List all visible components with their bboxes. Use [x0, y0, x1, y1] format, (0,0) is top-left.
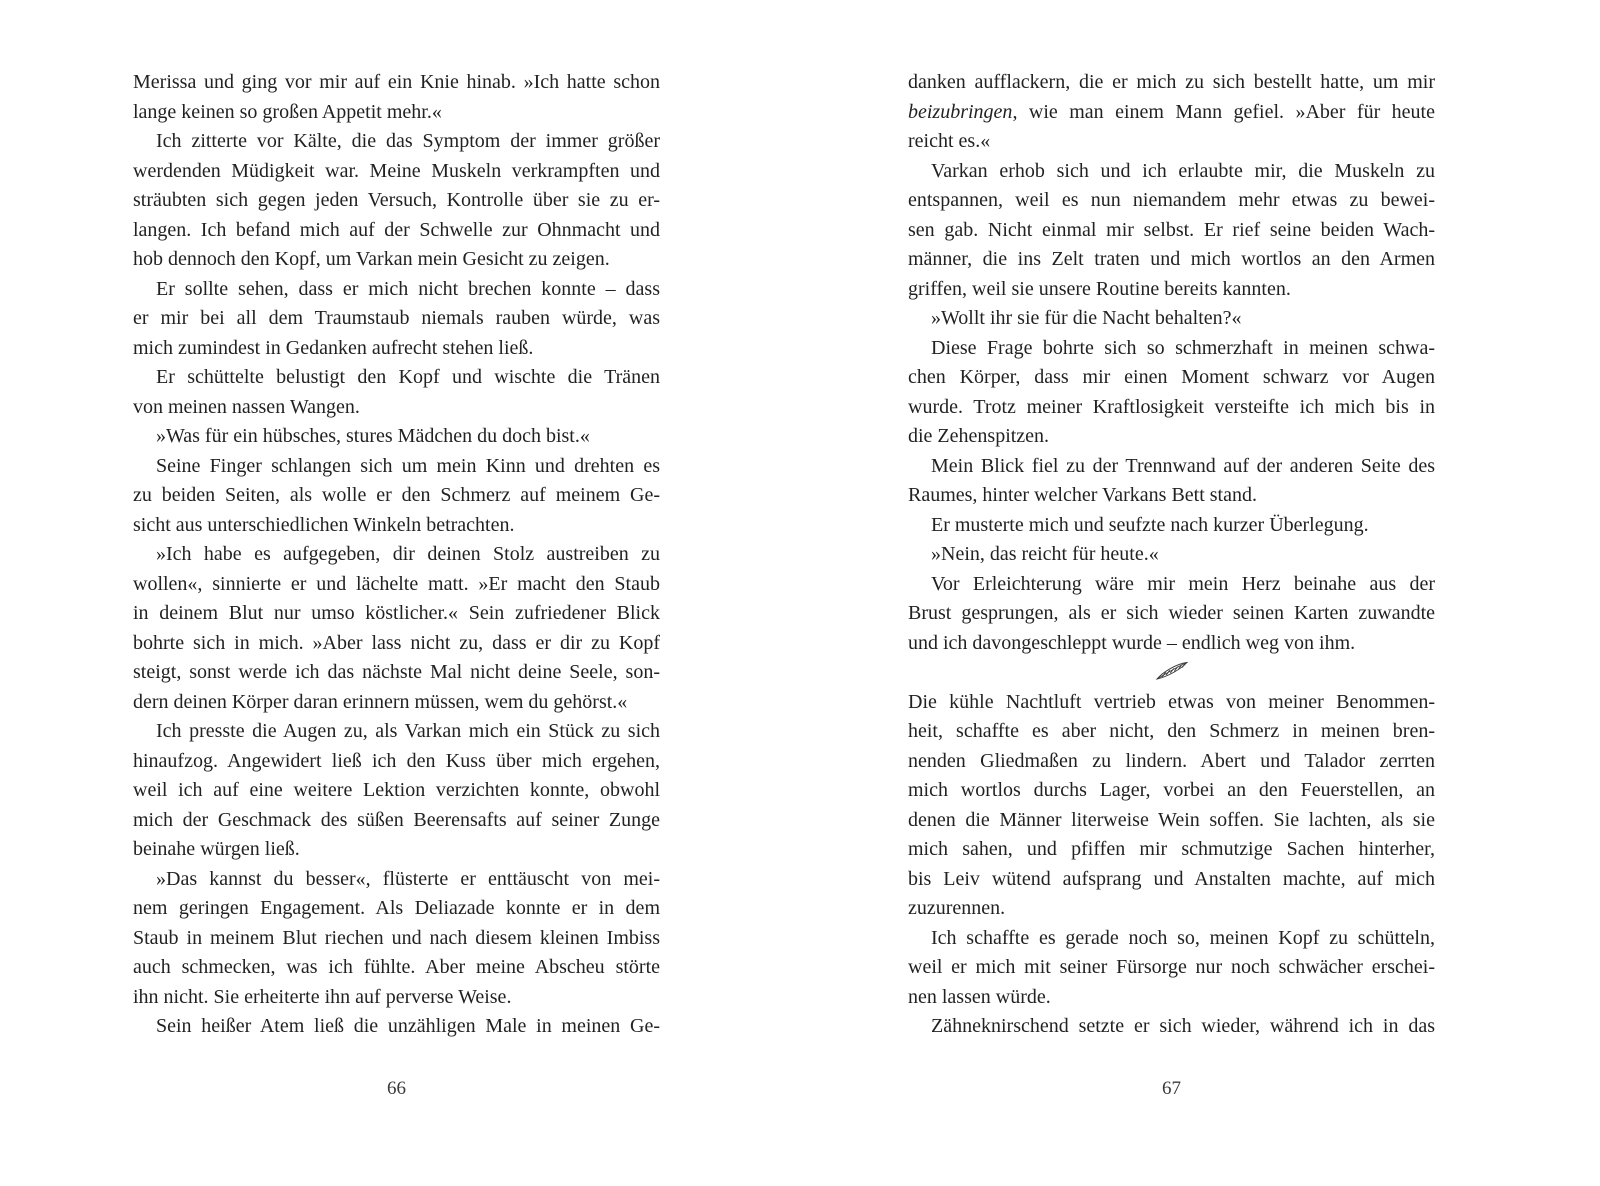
text-line: Die kühle Nachtluft vertrieb etwas von meiner Benommen- — [908, 690, 1435, 713]
left-page-text-block — [133, 68, 660, 1042]
text-line: von meinen nassen Wangen. — [133, 395, 360, 418]
text-line: reicht es.« — [908, 130, 991, 152]
text-line: Seine Finger schlangen sich um mein Kinn und drehten es — [156, 454, 660, 477]
text-line: Brust gesprungen, als er sich wieder seinen Karten zuwandte — [908, 602, 1435, 624]
text-line: mich der Geschmack des süßen Beerensafts auf seiner Zunge — [133, 808, 660, 831]
text-line: mich sahen, und pfiffen mir schmutzige Sachen hinterher, — [908, 838, 1435, 860]
text-line: bis Leiv wütend aufsprang und Anstalten machte, auf mich — [908, 867, 1435, 890]
text-line: sicht aus unterschiedlichen Winkeln betrachten. — [133, 513, 515, 536]
text-line: lange keinen so großen Appetit mehr.« — [133, 100, 442, 123]
text-line: »Nein, das reicht für heute.« — [931, 543, 1159, 565]
text-line: Er musterte mich und seufzte nach kurzer Überlegung. — [931, 513, 1369, 536]
text-line: Er sollte sehen, dass er mich nicht brechen konnte – dass — [156, 277, 660, 300]
text-line: »Was für ein hübsches, stures Mädchen du doch bist.« — [156, 425, 590, 447]
text-line: zuzurennen. — [908, 897, 1006, 919]
text-line: weil ich auf eine weitere Lektion verzichten konnte, obwohl — [133, 779, 660, 801]
text-line: entspannen, weil es nun niemandem mehr etwas zu bewei- — [908, 189, 1435, 211]
text-line: Ich schaffte es gerade noch so, meinen Kopf zu schütteln, — [931, 926, 1435, 949]
text-line: Ich zitterte vor Kälte, die das Symptom der immer größer — [156, 130, 660, 152]
text-line: mich wortlos durchs Lager, vorbei an den Feuerstellen, an — [908, 779, 1435, 801]
page-number-right: 67 — [1162, 1078, 1181, 1099]
text-line: mich zumindest in Gedanken aufrecht stehen ließ. — [133, 336, 534, 359]
text-line: die Zehenspitzen. — [908, 425, 1050, 447]
text-line: nen lassen würde. — [908, 985, 1051, 1008]
text-line: nenden Gliedmaßen zu lindern. Abert und Talador zerrten — [908, 749, 1435, 772]
text-line: männer, die ins Zelt traten und mich wortlos an den Armen — [908, 248, 1435, 270]
text-line: Sein heißer Atem ließ die unzähligen Male in meinen Ge- — [156, 1015, 660, 1037]
right-page-text-block — [908, 68, 1435, 1042]
text-line: heit, schaffte es aber nicht, den Schmerz in meinen bren- — [908, 720, 1435, 742]
text-line: ihn nicht. Sie erheiterte ihn auf perverse Weise. — [133, 985, 512, 1008]
text-line: werdenden Müdigkeit war. Meine Muskeln verkrampften und — [133, 159, 660, 182]
text-line: Mein Blick fiel zu der Trennwand auf der anderen Seite des — [931, 454, 1435, 477]
text-line: denen die Männer literweise Wein soffen. Sie lachten, als sie — [908, 808, 1435, 831]
feather-ornament-icon — [1154, 660, 1190, 682]
text-line: Zähneknirschend setzte er sich wieder, während ich in das — [931, 1015, 1435, 1037]
text-line: Staub in meinem Blut riechen und nach diesem kleinen Imbiss — [133, 926, 660, 949]
page-number-left: 66 — [387, 1078, 406, 1099]
text-line: in deinem Blut nur umso köstlicher.« Sein zufriedener Blick — [133, 602, 660, 624]
text-line: Raumes, hinter welcher Varkans Bett stand. — [908, 484, 1257, 506]
text-line: Merissa und ging vor mir auf ein Knie hinab. »Ich hatte schon — [133, 71, 660, 93]
text-line: zu beiden Seiten, als wolle er den Schmerz auf meinem Ge- — [133, 484, 660, 506]
text-line: sen gab. Nicht einmal mir selbst. Er rief seine beiden Wach- — [908, 218, 1435, 241]
text-line: danken aufflackern, die er mich zu sich bestellt hatte, um mir — [908, 71, 1435, 93]
text-line: beinahe würgen ließ. — [133, 838, 300, 860]
text-line: hinaufzog. Angewidert ließ ich den Kuss über mich ergehen, — [133, 749, 660, 772]
text-line: bohrte sich in mich. »Aber lass nicht zu, dass er dir zu Kopf — [133, 631, 660, 654]
text-line: weil er mich mit seiner Fürsorge nur noch schwächer erschei- — [908, 956, 1435, 978]
text-line: nem geringen Engagement. Als Deliazade konnte er in dem — [133, 897, 660, 919]
text-line: dern deinen Körper daran erinnern müssen, wem du gehörst.« — [133, 690, 628, 713]
text-line: »Das kannst du besser«, flüsterte er enttäuscht von mei- — [156, 867, 660, 890]
text-line: »Ich habe es aufgegeben, dir deinen Stolz austreiben zu — [156, 543, 660, 565]
text-line: steigt, sonst werde ich das nächste Mal nicht deine Seele, son- — [133, 661, 660, 683]
text-line: wollen«, sinnierte er und lächelte matt. »Er macht den Staub — [133, 572, 660, 595]
text-line: chen Körper, dass mir einen Moment schwarz vor Augen — [908, 366, 1435, 388]
text-line: Varkan erhob sich und ich erlaubte mir, die Muskeln zu — [931, 159, 1435, 182]
text-line: Er schüttelte belustigt den Kopf und wischte die Tränen — [156, 366, 660, 388]
text-line: sträubten sich gegen jeden Versuch, Kontrolle über sie zu er- — [133, 189, 660, 211]
text-line: Ich presste die Augen zu, als Varkan mich ein Stück zu sich — [156, 720, 660, 742]
text-line: Diese Frage bohrte sich so schmerzhaft in meinen schwa- — [931, 336, 1435, 359]
text-line: »Wollt ihr sie für die Nacht behalten?« — [931, 307, 1242, 329]
text-line: auch schmecken, was ich fühlte. Aber meine Abscheu störte — [133, 956, 660, 978]
text-line: griffen, weil sie unsere Routine bereits kannten. — [908, 277, 1291, 300]
text-line: Vor Erleichterung wäre mir mein Herz beinahe aus der — [931, 572, 1435, 595]
scene-divider — [908, 658, 1435, 688]
text-line: wurde. Trotz meiner Kraftlosigkeit versteifte ich mich bis in — [908, 395, 1435, 418]
text-line: er mir bei all dem Traumstaub niemals rauben würde, was — [133, 307, 660, 329]
text-line: und ich davongeschleppt wurde – endlich weg von ihm. — [908, 631, 1356, 654]
text-line: beizubringen, wie man einem Mann gefiel. »Aber für heute — [908, 100, 1435, 123]
text-line: hob dennoch den Kopf, um Varkan mein Gesicht zu zeigen. — [133, 248, 610, 270]
text-line: langen. Ich befand mich auf der Schwelle zur Ohnmacht und — [133, 218, 660, 241]
